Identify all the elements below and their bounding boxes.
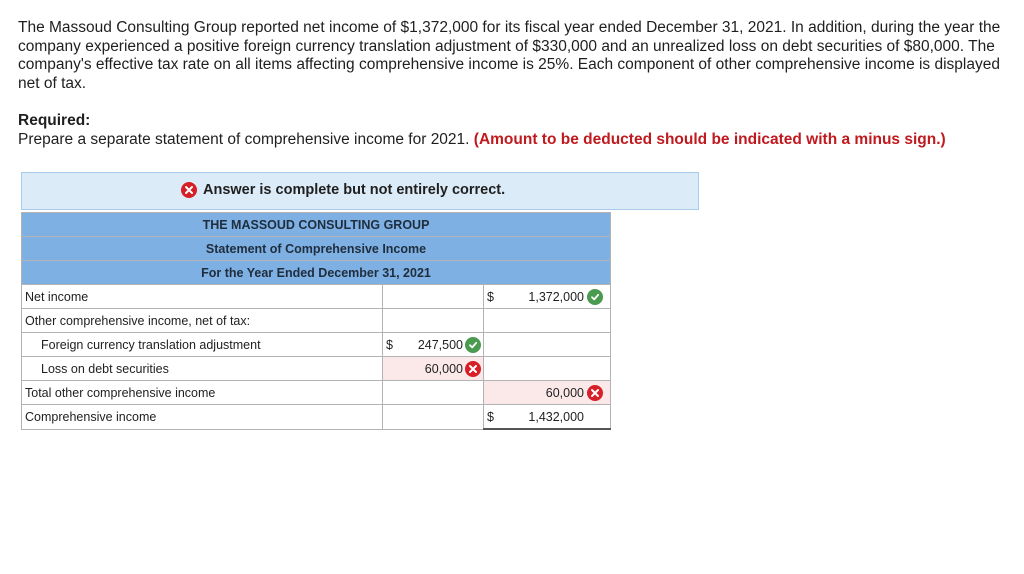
problem-text: The Massoud Consulting Group reported net income of $1,372,000 for its fiscal year ended December 31, 2021. In addition, during the year the company experienced a positive foreign currency translation adjustment of $330,000 and an unrealized loss on debt securities of $80,000. The company's effective tax rate on all items affecting comprehensive income is 25%. Each component of other comprehensive income is displayed net of tax. [18,19,1001,92]
table-row [22,357,611,381]
row-label-total-oci: Total other comprehensive income [22,381,383,405]
check-icon [465,337,481,353]
comprehensive-income-mid-cell[interactable] [383,405,484,430]
required-label: Required: [18,112,91,129]
dollar-sign: $ [487,290,494,304]
total-oci-mid-cell[interactable] [383,381,484,405]
row-label-loss-debt: Loss on debt securities [22,357,383,381]
row-label-foreign-currency: Foreign currency translation adjustment [22,333,383,357]
statement-company-name: THE MASSOUD CONSULTING GROUP [22,213,611,237]
total-oci-amount: 60,000 [545,386,584,400]
x-icon [587,385,603,401]
table-row [22,381,611,405]
foreign-currency-amount-cell[interactable] [383,333,483,356]
net-income-amount-cell[interactable] [484,285,610,308]
loss-debt-amount-cell[interactable] [383,357,483,380]
total-oci-amount-cell[interactable] [484,381,610,404]
required-text: Prepare a separate statement of comprehensive income for 2021. [18,131,470,148]
row-label-comprehensive-income: Comprehensive income [22,405,383,430]
table-row [22,333,611,357]
statement-period: For the Year Ended December 31, 2021 [22,261,611,285]
x-icon [465,361,481,377]
net-income-mid-cell[interactable] [383,285,484,309]
oci-heading-right-cell[interactable] [484,309,611,333]
loss-debt-right-cell[interactable] [484,357,611,381]
row-label-net-income: Net income [22,285,383,309]
loss-debt-amount: 60,000 [424,362,463,376]
table-row [22,405,611,430]
dollar-sign: $ [487,410,494,424]
foreign-currency-right-cell[interactable] [484,333,611,357]
dollar-sign: $ [386,338,393,352]
table-row [22,285,611,309]
answer-status-banner [21,172,699,210]
x-icon [181,182,197,198]
oci-heading-mid-cell[interactable] [383,309,484,333]
table-row [22,309,611,333]
statement-table [21,212,611,430]
required-instructions [18,131,946,149]
foreign-currency-amount: 247,500 [417,338,463,352]
comprehensive-income-amount-cell[interactable] [484,405,610,428]
check-icon [587,289,603,305]
row-label-oci-heading: Other comprehensive income, net of tax: [22,309,383,333]
comprehensive-income-amount: 1,432,000 [528,410,584,424]
required-note: (Amount to be deducted should be indicated with a minus sign.) [473,131,946,148]
net-income-amount: 1,372,000 [528,290,584,304]
answer-status-text: Answer is complete but not entirely correct. [203,182,506,198]
statement-title: Statement of Comprehensive Income [22,237,611,261]
